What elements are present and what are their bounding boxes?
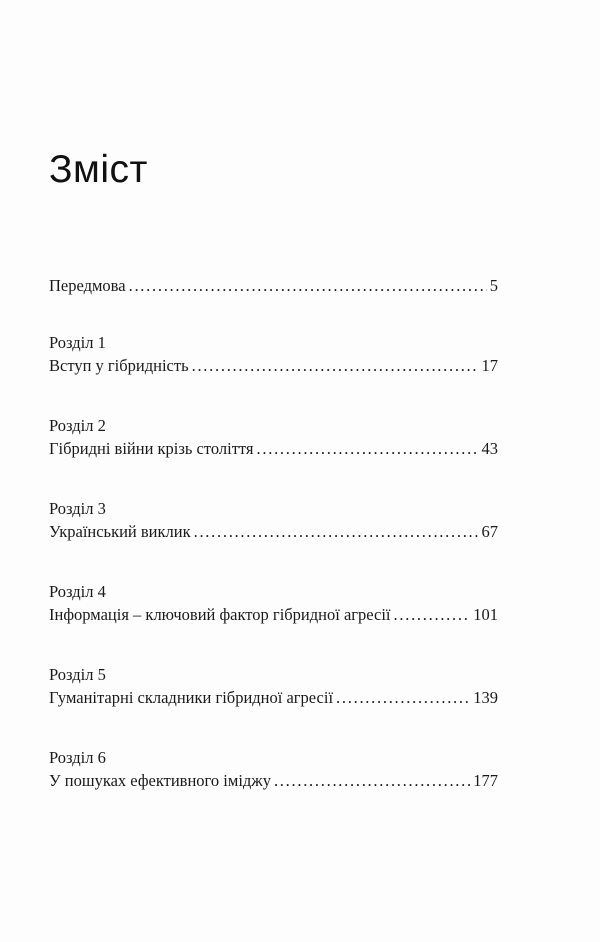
toc-leader-dots [129, 276, 487, 296]
toc-leader-dots [274, 771, 470, 791]
toc-line[interactable] [49, 276, 498, 296]
toc-page-number: 43 [481, 439, 498, 458]
toc-entry-title: Вступ у гібридність [49, 356, 189, 375]
toc-leader-dots [394, 605, 471, 625]
toc-page-number: 177 [473, 771, 498, 790]
toc-entry-chapter-1 [49, 333, 498, 376]
toc-entry-chapter-3 [49, 499, 498, 542]
toc-page-number: 5 [489, 276, 498, 295]
toc-entry-chapter-5 [49, 665, 498, 708]
toc-line[interactable] [49, 439, 498, 459]
chapter-label: Розділ 3 [49, 499, 106, 518]
toc-entry-title: Інформація – ключовий фактор гібридної агресії [49, 605, 391, 624]
toc-leader-dots [194, 522, 479, 542]
toc-line[interactable] [49, 522, 498, 542]
toc-entry-title: У пошуках ефективного іміджу [49, 771, 271, 790]
chapter-label: Розділ 6 [49, 748, 106, 767]
toc-line[interactable] [49, 771, 498, 791]
toc-line[interactable] [49, 688, 498, 708]
toc-line[interactable] [49, 356, 498, 376]
toc-entry-title: Гібридні війни крізь століття [49, 439, 254, 458]
chapter-label: Розділ 4 [49, 582, 106, 601]
toc-line[interactable] [49, 605, 498, 625]
chapter-label: Розділ 5 [49, 665, 106, 684]
chapter-label: Розділ 2 [49, 416, 106, 435]
toc-entry-chapter-6 [49, 748, 498, 791]
toc-leader-dots [336, 688, 470, 708]
toc-leader-dots [257, 439, 479, 459]
toc-entry-title: Гуманітарні складники гібридної агресії [49, 688, 334, 707]
toc-entry-title: Передмова [49, 276, 126, 295]
page-title: Зміст [49, 148, 148, 191]
toc-page-number: 139 [473, 688, 498, 707]
chapter-label: Розділ 1 [49, 333, 106, 352]
toc-entry-chapter-2 [49, 416, 498, 459]
toc-entry-chapter-4 [49, 582, 498, 625]
toc-entry-title: Український виклик [49, 522, 191, 541]
toc-leader-dots [192, 356, 479, 376]
toc-page-number: 101 [473, 605, 498, 624]
toc-entry-preface [49, 276, 498, 296]
toc-page-number: 17 [481, 356, 498, 375]
toc-page-number: 67 [481, 522, 498, 541]
